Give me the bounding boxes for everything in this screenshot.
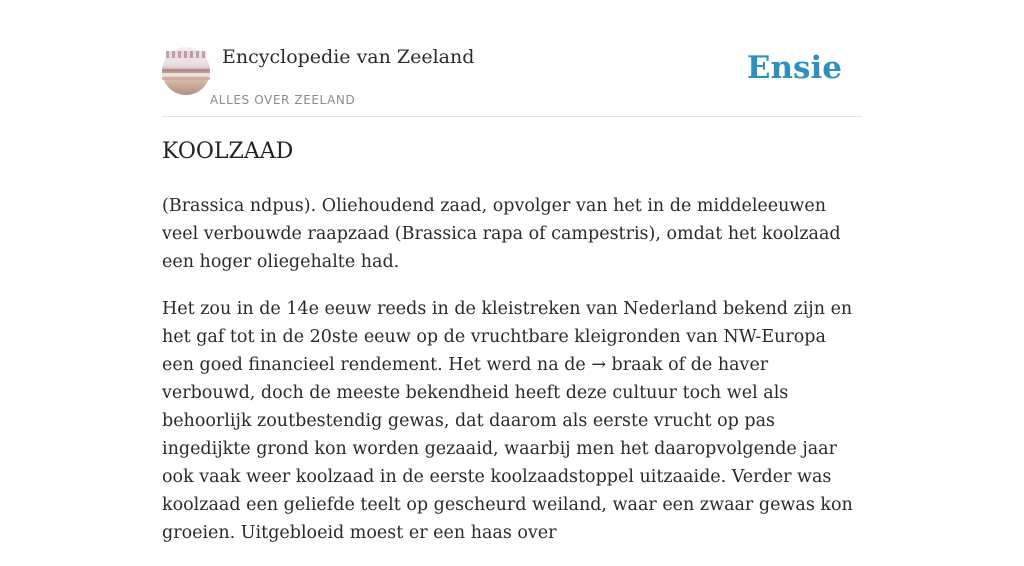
site-title[interactable]: Encyclopedie van Zeeland [222, 46, 475, 68]
entry-title: KOOLZAAD [162, 139, 294, 164]
site-header [162, 0, 862, 117]
avatar-detail [166, 51, 206, 58]
avatar-detail [162, 77, 210, 80]
entry-paragraph: Het zou in de 14e eeuw reeds in de kleistreken van Nederland bekend zijn en het gaf tot in de 20ste eeuw op de vruchtbare kleigronden van NW-Europa een goed financieel rendement. Het werd na de → braak of de haver verbouwd, doch de meeste bekendheid heeft deze cultuur toch wel als behoorlijk zoutbestendig gewas, dat daarom als eerste vrucht op pas ingedijkte grond kon worden gezaaid, waarbij men het daaropvolgende jaar ook vaak weer koolzaad in de eerste koolzaadstoppel uitzaaide. Verder was koolzaad een geliefde teelt op gescheurd weiland, waar een zwaar gewas kon groeien. Uitgebloeid moest er een haas over [162, 299, 853, 543]
entry-paragraph: (Brassica ndpus). Oliehoudend zaad, opvolger van het in de middeleeuwen veel verbouwde raapzaad (Brassica rapa of campestris), omdat het koolzaad een hoger oliegehalte had. [162, 196, 841, 272]
avatar-detail [162, 69, 210, 73]
site-avatar[interactable] [162, 47, 210, 95]
page [162, 0, 862, 543]
ensie-logo[interactable]: Ensie [746, 50, 842, 86]
entry-body [162, 192, 862, 566]
site-tagline: ALLES OVER ZEELAND [210, 93, 356, 107]
